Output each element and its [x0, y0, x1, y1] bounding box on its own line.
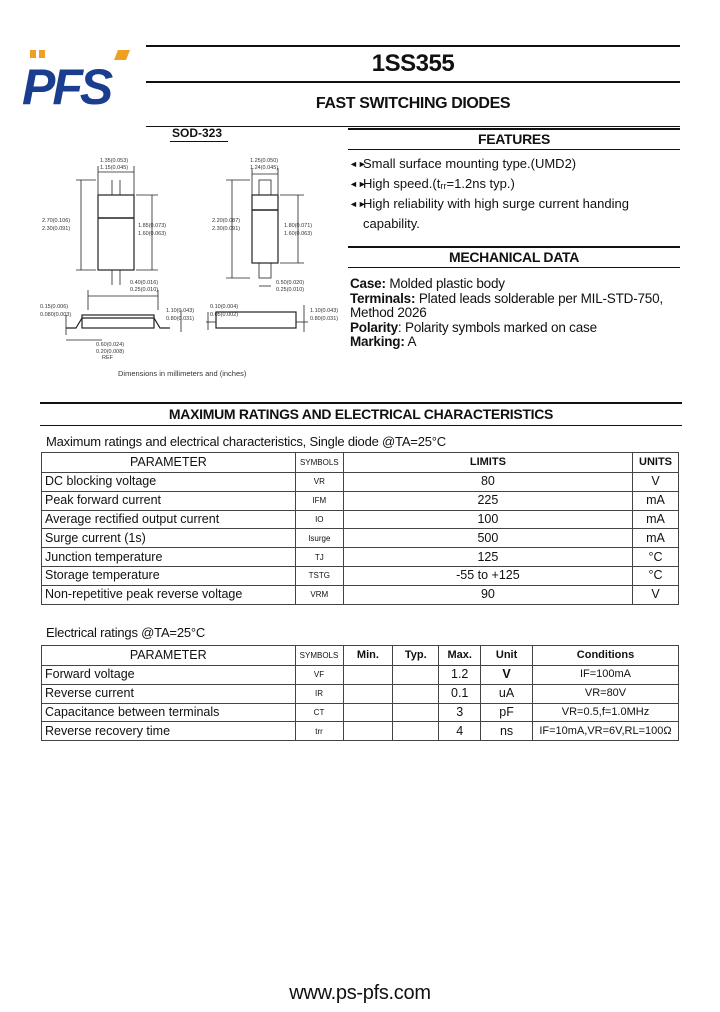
case-label: Case:: [350, 276, 386, 291]
marking-value: A: [404, 334, 417, 349]
col-symbols: SYMBOLS: [295, 646, 343, 666]
dim-side-9: 0.10(0.004): [210, 304, 239, 310]
table-row: Reverse current IR 0.1 uA VR=80V: [42, 684, 679, 703]
col-max: Max.: [439, 646, 481, 666]
bullet-arrow-icon: ◄►: [349, 159, 367, 169]
dim-side-6: 1.60(0.063): [284, 231, 313, 237]
dim-front-14: 0.20(0.008): [96, 349, 125, 355]
features-heading: FEATURES: [477, 131, 550, 147]
dim-front-3: 2.70(0.106): [42, 218, 71, 224]
front-view-body: [98, 195, 134, 270]
table-row: Reverse recovery time trr 4 ns IF=10mA,VR=6V,RL=100Ω: [42, 722, 679, 741]
electrical-table: [41, 645, 679, 741]
terminals-value: Plated leads solderable per MIL-STD-750,: [415, 290, 663, 306]
dim-side-8: 0.25(0.010): [276, 287, 305, 293]
dim-front-10: 0.080(0.003): [40, 312, 72, 318]
dim-side-10: 0.05(0.002): [210, 312, 239, 318]
dim-side-7: 0.50(0.020): [276, 280, 305, 286]
dim-side-2: 1.24(0.045): [250, 165, 279, 171]
case-value: Molded plastic body: [385, 276, 505, 291]
mechanical-heading: MECHANICAL DATA: [448, 249, 580, 265]
dim-side-1: 1.25(0.050): [250, 158, 279, 164]
max-ratings-caption: Maximum ratings and electrical characteristics, Single diode @TA=25°C: [46, 434, 446, 449]
dim-front-1: 1.35(0.053): [100, 158, 129, 164]
logo-text: PFS: [22, 59, 111, 108]
table-row: Storage temperature TSTG -55 to +125 °C: [42, 566, 679, 585]
dim-side-11: 1.10(0.043): [310, 308, 339, 314]
dim-front-11: 1.10(0.043): [166, 308, 195, 314]
col-min: Min.: [343, 646, 393, 666]
bullet-arrow-icon: ◄►: [349, 179, 367, 189]
dim-front-9: 0.15(0.006): [40, 304, 69, 310]
table-row: DC blocking voltage VR 80 V: [42, 473, 679, 492]
table-row: Junction temperature TJ 125 °C: [42, 548, 679, 567]
part-number: 1SS355: [371, 50, 455, 77]
side-view-body: [252, 195, 278, 263]
marking-label: Marking:: [350, 334, 405, 349]
feature-item: ◄►Small surface mounting type.(UMD2): [349, 154, 679, 174]
max-ratings-table: [41, 452, 679, 605]
col-limits: LIMITS: [343, 453, 632, 473]
table-row: Average rectified output current IO 100 mA: [42, 510, 679, 529]
col-unit: Unit: [481, 646, 533, 666]
dim-side-3: 2.20(0.087): [212, 218, 241, 224]
dim-front-4: 2.30(0.091): [42, 226, 71, 232]
table-row: Forward voltage VF 1.2 V IF=100mA: [42, 666, 679, 685]
max-ratings-heading: MAXIMUM RATINGS AND ELECTRICAL CHARACTERISTICS: [168, 406, 554, 422]
dim-front-8: 0.25(0.010): [130, 287, 159, 293]
col-parameter: PARAMETER: [42, 453, 296, 473]
bullet-arrow-icon: ◄►: [349, 199, 367, 209]
feature-item: ◄►High speed.(tᵣᵣ=1.2ns typ.): [349, 174, 679, 194]
col-symbols: SYMBOLS: [295, 453, 343, 473]
col-conditions: Conditions: [533, 646, 679, 666]
features-list: [349, 154, 679, 233]
col-parameter: PARAMETER: [42, 646, 296, 666]
col-typ: Typ.: [393, 646, 439, 666]
polarity-label: Polarity: [350, 319, 398, 335]
col-units: UNITS: [633, 453, 679, 473]
polarity-value: : Polarity symbols marked on case: [397, 319, 597, 335]
dim-front-2: 1.15(0.045): [100, 165, 129, 171]
pfs-logo: [22, 44, 132, 108]
table-row: Surge current (1s) Isurge 500 mA: [42, 529, 679, 548]
mechanical-data: [350, 277, 680, 350]
dim-front-15: REF: [102, 355, 113, 361]
terminals-cont: Method 2026: [350, 305, 427, 320]
feature-item: ◄►High reliability with high surge current handing: [349, 194, 679, 214]
table-row: Capacitance between terminals CT 3 pF VR=0.5,f=1.0MHz: [42, 703, 679, 722]
dim-front-6: 1.60(0.063): [138, 231, 167, 237]
document-subtitle: FAST SWITCHING DIODES: [315, 95, 511, 112]
feature-item-cont: capability.: [363, 216, 420, 231]
dim-side-12: 0.80(0.031): [310, 316, 339, 322]
dim-front-5: 1.85(0.073): [138, 223, 167, 229]
dim-side-5: 1.80(0.071): [284, 223, 313, 229]
electrical-caption: Electrical ratings @TA=25°C: [46, 625, 206, 640]
package-outline-drawing: [36, 150, 346, 365]
dim-front-12: 0.80(0.031): [166, 316, 195, 322]
package-name: SOD-323: [172, 126, 223, 140]
table-row: Non-repetitive peak reverse voltage VRM 90 V: [42, 585, 679, 604]
dim-front-13: 0.60(0.024): [96, 342, 125, 348]
dim-side-4: 2.30(0.091): [212, 226, 241, 232]
footer-url[interactable]: www.ps-pfs.com: [289, 982, 431, 1004]
dim-front-7: 0.40(0.016): [130, 280, 159, 286]
table-row: Peak forward current IFM 225 mA: [42, 491, 679, 510]
dimensions-note: Dimensions in millimeters and (inches): [118, 369, 247, 378]
terminals-label: Terminals:: [350, 290, 416, 306]
